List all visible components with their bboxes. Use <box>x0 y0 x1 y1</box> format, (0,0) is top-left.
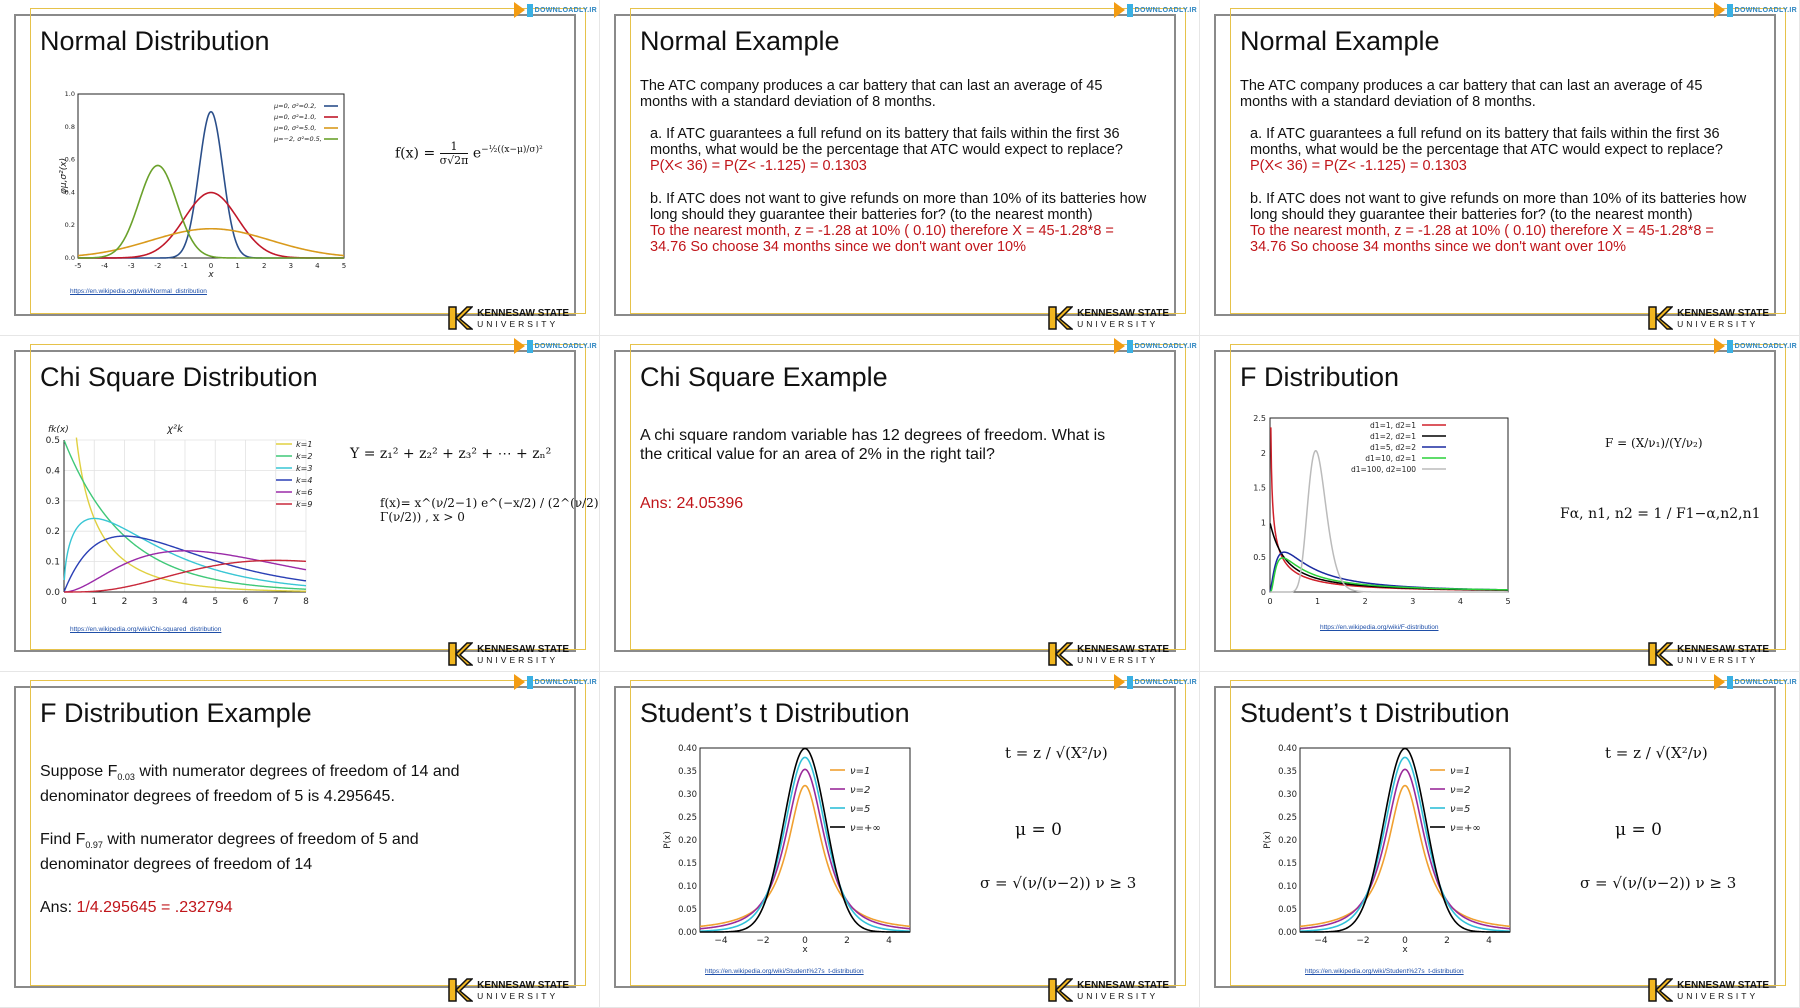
t-chart <box>1260 742 1520 957</box>
legend-label: ν=1 <box>1450 766 1471 777</box>
y-tick-label: 0.10 <box>1278 882 1297 892</box>
x-tick-label: 0 <box>1402 936 1408 946</box>
logo-line1: KENNESAW STATE <box>477 307 569 319</box>
x-tick-label: 4 <box>1457 597 1463 606</box>
t-mean: μ = 0 <box>1015 820 1062 840</box>
watermark <box>1714 674 1797 690</box>
question-a: a. If ATC guarantees a full refund on its battery that fails within the first 36 months, what would be the percentage that ATC would expect to replace? <box>1250 126 1723 158</box>
f-chart <box>1240 406 1520 616</box>
logo-line1: KENNESAW STATE <box>1077 979 1169 991</box>
play-icon <box>1714 2 1725 18</box>
y-tick-label: 0.05 <box>678 905 697 915</box>
watermark <box>514 674 597 690</box>
logo-line2: UNIVERSITY <box>1677 990 1759 1001</box>
y-tick-label: 0.35 <box>678 767 697 777</box>
t-mean: μ = 0 <box>1615 820 1662 840</box>
intro-text: The ATC company produces a car battery that can last an average of 45 months with a standard deviation of 8 months. <box>640 78 1103 110</box>
play-icon <box>514 2 525 18</box>
logo-line2: UNIVERSITY <box>477 990 559 1001</box>
ksu-logo <box>1047 305 1169 331</box>
legend-label: k=1 <box>296 440 313 449</box>
ksu-k-icon <box>1047 305 1073 331</box>
t-formula: t = z / √(X²/ν) <box>1605 744 1708 762</box>
x-tick-label: 5 <box>1505 597 1511 606</box>
plot-area <box>1300 748 1510 932</box>
legend-label: k=3 <box>296 464 313 473</box>
y-tick-label: 0.30 <box>1278 790 1297 800</box>
play-icon <box>1714 674 1725 690</box>
watermark-text: DOWNLOADLY.IR <box>1134 342 1197 350</box>
watermark <box>1114 2 1197 18</box>
y-tick-label: 0.25 <box>1278 813 1297 823</box>
y-axis-label: fk(x) <box>48 425 69 435</box>
logo-line1: KENNESAW STATE <box>1677 643 1769 655</box>
watermark-text: DOWNLOADLY.IR <box>1734 6 1797 14</box>
ksu-k-icon <box>447 641 473 667</box>
logo-line2: UNIVERSITY <box>1077 654 1159 665</box>
watermark-bar <box>1727 340 1733 353</box>
watermark-bar <box>1727 676 1733 689</box>
logo-line1: KENNESAW STATE <box>477 979 569 991</box>
logo-line2: UNIVERSITY <box>477 654 559 665</box>
ksu-logo <box>447 641 569 667</box>
y-tick-label: 0.15 <box>678 859 697 869</box>
y-tick-label: 0.0 <box>45 588 60 598</box>
ksu-k-icon <box>1047 977 1073 1003</box>
source-link[interactable]: https://en.wikipedia.org/wiki/F-distribution <box>1320 624 1439 631</box>
slide-title: Student’s t Distribution <box>1240 698 1510 728</box>
legend-label: k=6 <box>296 488 313 497</box>
legend-label: ν=5 <box>1450 804 1471 815</box>
x-tick-label: 5 <box>212 597 219 607</box>
x-tick-label: -5 <box>74 262 82 270</box>
p2-prefix: Find F <box>40 831 86 848</box>
y-tick-label: 1 <box>1260 518 1266 528</box>
ksu-logo <box>1047 977 1169 1003</box>
logo-line2: UNIVERSITY <box>1077 990 1159 1001</box>
y-tick-label: 0.20 <box>678 836 697 846</box>
f-ratio-formula: F = (X/ν₁)/(Y/ν₂) <box>1605 436 1703 450</box>
y-tick-label: 0.00 <box>1278 928 1297 938</box>
play-icon <box>1114 674 1125 690</box>
logo-line1: KENNESAW STATE <box>1677 979 1769 991</box>
watermark-text: DOWNLOADLY.IR <box>1134 6 1197 14</box>
y-tick-label: 0.5 <box>45 436 60 446</box>
x-tick-label: -1 <box>180 262 188 270</box>
y-tick-label: 0.6 <box>64 155 75 164</box>
y-tick-label: 0.8 <box>64 122 75 131</box>
logo-line1: KENNESAW STATE <box>477 643 569 655</box>
normal-formula: f(x) = $\frac{1}{\sigma√2\pi}$ $e^{-\frac{1}{2}((x-\mu)/\sigma)^2}$ <box>395 140 543 167</box>
slide-title: Student’s t Distribution <box>640 698 910 728</box>
x-tick-label: 3 <box>288 262 294 270</box>
play-icon <box>514 338 525 354</box>
answer-a: P(X< 36) = P(Z< -1.125) = 0.1303 <box>650 158 867 174</box>
x-tick-label: −2 <box>756 936 770 946</box>
x-tick-label: 6 <box>242 597 249 607</box>
watermark <box>1714 338 1797 354</box>
ksu-logo <box>1047 641 1169 667</box>
watermark-bar <box>1127 340 1133 353</box>
x-tick-label: 2 <box>844 936 850 946</box>
x-axis-label: x <box>802 945 808 955</box>
x-tick-label: -3 <box>127 262 135 270</box>
slide-title: Normal Example <box>640 26 840 56</box>
watermark-text: DOWNLOADLY.IR <box>1134 678 1197 686</box>
x-tick-label: 1 <box>1315 597 1321 606</box>
chi-sum-formula: Y = z₁² + z₂² + z₃² + ⋯ + zₙ² <box>350 446 552 462</box>
legend-label: ν=5 <box>850 804 871 815</box>
legend-label: d1=10, d2=1 <box>1365 454 1416 463</box>
legend-label: d1=100, d2=100 <box>1350 465 1416 474</box>
y-tick-label: 0.10 <box>678 882 697 892</box>
x-tick-label: 4 <box>1486 936 1492 946</box>
legend-label: d1=2, d2=1 <box>1370 432 1416 441</box>
play-icon <box>1114 338 1125 354</box>
legend-label: μ=−2, σ²=0.5, <box>274 135 322 143</box>
y-axis-label: P(x) <box>663 831 673 849</box>
y-tick-label: 0.30 <box>678 790 697 800</box>
x-tick-label: 1 <box>91 597 98 607</box>
x-tick-label: 4 <box>182 597 188 607</box>
intro-text: The ATC company produces a car battery that can last an average of 45 months with a standard deviation of 8 months. <box>1240 78 1703 110</box>
x-tick-label: 0 <box>1267 597 1273 606</box>
watermark-bar <box>527 4 533 17</box>
watermark-text: DOWNLOADLY.IR <box>534 342 597 350</box>
logo-line2: UNIVERSITY <box>1677 318 1759 329</box>
normal-chart <box>58 90 348 280</box>
x-tick-label: 2 <box>1362 597 1368 606</box>
t-formula: t = z / √(X²/ν) <box>1005 744 1108 762</box>
x-tick-label: -4 <box>101 262 109 270</box>
legend-label: d1=5, d2=2 <box>1370 443 1416 452</box>
ksu-logo <box>447 977 569 1003</box>
watermark <box>1714 2 1797 18</box>
watermark-bar <box>527 676 533 689</box>
watermark-bar <box>527 340 533 353</box>
x-tick-label: 5 <box>341 262 347 270</box>
x-tick-label: −4 <box>1314 936 1328 946</box>
y-axis-label: P(x) <box>1263 831 1273 849</box>
slide-f-distribution-example[interactable] <box>0 672 600 1008</box>
legend-label: k=2 <box>296 452 313 461</box>
x-tick-label: 8 <box>303 597 309 607</box>
x-tick-label: 3 <box>1410 597 1416 606</box>
x-tick-label: 0 <box>61 597 67 607</box>
slide-chi-square-distribution[interactable] <box>0 336 600 672</box>
slide-chi-square-example[interactable] <box>600 336 1200 672</box>
watermark-text: DOWNLOADLY.IR <box>1734 678 1797 686</box>
x-tick-label: 3 <box>151 597 158 607</box>
watermark-bar <box>1127 676 1133 689</box>
x-tick-label: 0 <box>802 936 808 946</box>
t-sigma: σ = √(ν/(ν−2)) ν ≥ 3 <box>1580 874 1737 892</box>
watermark-text: DOWNLOADLY.IR <box>534 678 597 686</box>
legend-label: μ=0, σ²=5.0, <box>274 124 317 132</box>
plot-area <box>700 748 910 932</box>
watermark <box>514 338 597 354</box>
source-link[interactable]: https://en.wikipedia.org/wiki/Normal_distribution <box>70 288 207 295</box>
ksu-k-icon <box>447 305 473 331</box>
logo-line1: KENNESAW STATE <box>1677 307 1769 319</box>
legend-label: ν=2 <box>1450 785 1471 796</box>
question-a: a. If ATC guarantees a full refund on its battery that fails within the first 36 months, what would be the percentage that ATC would expect to replace? <box>650 126 1123 158</box>
ksu-k-icon <box>1047 641 1073 667</box>
y-tick-label: 2 <box>1260 448 1266 458</box>
source-link[interactable]: https://en.wikipedia.org/wiki/Chi-squared_distribution <box>70 626 222 633</box>
legend-label: ν=+∞ <box>1450 823 1481 834</box>
t-chart <box>660 742 920 957</box>
play-icon <box>1114 2 1125 18</box>
logo-line1: KENNESAW STATE <box>1077 643 1169 655</box>
ksu-logo <box>447 305 569 331</box>
slide-title: Chi Square Example <box>640 362 888 392</box>
y-tick-label: 0.05 <box>1278 905 1297 915</box>
legend-label: k=4 <box>296 476 313 485</box>
legend-label: ν=+∞ <box>850 823 881 834</box>
y-tick-label: 0.1 <box>45 557 60 568</box>
ksu-logo <box>1647 641 1769 667</box>
p1-prefix: Suppose F <box>40 763 118 780</box>
ksu-logo <box>1647 305 1769 331</box>
slide-title: F Distribution <box>1240 362 1400 392</box>
x-tick-label: 4 <box>315 262 320 270</box>
ksu-k-icon <box>1647 305 1673 331</box>
logo-line2: UNIVERSITY <box>1077 318 1159 329</box>
y-tick-label: 0 <box>1260 588 1266 597</box>
ksu-logo <box>1647 977 1769 1003</box>
play-icon <box>1714 338 1725 354</box>
y-tick-label: 0.2 <box>64 221 75 230</box>
x-tick-label: -2 <box>154 262 162 270</box>
watermark <box>1114 338 1197 354</box>
slide-normal-example-2[interactable] <box>1200 0 1800 336</box>
x-tick-label: 2 <box>261 262 267 270</box>
slide-t-distribution[interactable] <box>600 672 1200 1008</box>
legend-label: μ=0, σ²=1.0, <box>274 113 317 121</box>
y-tick-label: 0.20 <box>1278 836 1297 846</box>
watermark-text: DOWNLOADLY.IR <box>534 6 597 14</box>
slide-title: Normal Example <box>1240 26 1440 56</box>
chi-square-chart <box>40 416 330 616</box>
y-tick-label: 0.4 <box>45 466 60 477</box>
x-tick-label: 0 <box>208 262 214 270</box>
y-tick-label: 0.25 <box>678 813 697 823</box>
chart-title: χ²k <box>167 424 183 435</box>
f-example-p1 <box>40 762 510 806</box>
y-tick-label: 1.5 <box>1253 483 1266 493</box>
y-axis-label: φμ,σ²(x) <box>59 157 69 195</box>
answer-a: P(X< 36) = P(Z< -1.125) = 0.1303 <box>1250 158 1467 174</box>
x-tick-label: 2 <box>1444 936 1450 946</box>
watermark-bar <box>1727 4 1733 17</box>
ksu-k-icon <box>1647 641 1673 667</box>
legend-label: k=9 <box>296 500 313 509</box>
y-tick-label: 0.40 <box>678 744 697 754</box>
legend-label: ν=2 <box>850 785 871 796</box>
ksu-k-icon <box>1647 977 1673 1003</box>
chi-question: A chi square random variable has 12 degrees of freedom. What is the critical value for an area of 2% in the right tail? <box>640 427 1106 463</box>
p1-subscript: 0.03 <box>117 772 135 783</box>
answer-b: To the nearest month, z = -1.28 at 10% ( 0.10) therefore X = 45-1.28*8 = 34.76 So choose 34 months since we don't want over 10% <box>1250 223 1714 255</box>
watermark <box>514 2 597 18</box>
question-b: b. If ATC does not want to give refunds on more than 10% of its batteries how long should they guarantee their batteries for? (to the nearest month) <box>1250 191 1747 223</box>
slide-f-distribution[interactable] <box>1200 336 1800 672</box>
x-tick-label: 2 <box>121 597 128 607</box>
y-tick-label: 0.00 <box>678 928 697 938</box>
legend-label: d1=1, d2=1 <box>1370 421 1416 430</box>
legend-label: μ=0, σ²=0.2, <box>274 102 317 110</box>
logo-line1: KENNESAW STATE <box>1077 307 1169 319</box>
f-example-p2 <box>40 830 510 874</box>
y-tick-label: 0.40 <box>1278 744 1297 754</box>
x-axis-label: x <box>1402 945 1408 955</box>
source-link[interactable]: https://en.wikipedia.org/wiki/Student%27s_t-distribution <box>1305 968 1464 975</box>
y-tick-label: 0.3 <box>45 496 60 507</box>
y-tick-label: 0.5 <box>1253 553 1266 563</box>
y-tick-label: 0.15 <box>1278 859 1297 869</box>
slide-title: F Distribution Example <box>40 698 312 728</box>
logo-line2: UNIVERSITY <box>477 318 559 329</box>
f-example-answer <box>40 900 233 916</box>
slide-title: Normal Distribution <box>40 26 270 56</box>
watermark-text: DOWNLOADLY.IR <box>1734 342 1797 350</box>
logo-line2: UNIVERSITY <box>1677 654 1759 665</box>
p1-text: with numerator degrees of freedom of 14 and denominator degrees of freedom of 5 is 4.295645. <box>40 763 460 806</box>
y-tick-label: 0.0 <box>64 254 75 262</box>
y-tick-label: 0.2 <box>45 527 60 538</box>
x-axis-label: x <box>208 270 214 280</box>
legend-label: ν=1 <box>850 766 871 777</box>
answer-label: Ans: <box>40 899 77 916</box>
slide-t-distribution-2[interactable] <box>1200 672 1800 1008</box>
p2-text: with numerator degrees of freedom of 5 and denominator degrees of freedom of 14 <box>40 831 419 874</box>
watermark <box>1114 674 1197 690</box>
ksu-k-icon <box>447 977 473 1003</box>
chi-density-formula: f(x)= x^(ν/2−1) e^(−x/2) / (2^(ν/2) Γ(ν/2)) , x > 0 <box>380 496 599 524</box>
x-tick-label: 4 <box>886 936 892 946</box>
p2-subscript: 0.97 <box>85 840 103 851</box>
t-sigma: σ = √(ν/(ν−2)) ν ≥ 3 <box>980 874 1137 892</box>
x-tick-label: 7 <box>272 597 279 607</box>
question-b: b. If ATC does not want to give refunds on more than 10% of its batteries how long should they guarantee their batteries for? (to the nearest month) <box>650 191 1147 223</box>
slide-normal-example[interactable] <box>600 0 1200 336</box>
chi-answer: Ans: 24.05396 <box>640 495 744 512</box>
x-tick-label: −2 <box>1356 936 1370 946</box>
source-link[interactable]: https://en.wikipedia.org/wiki/Student%27s_t-distribution <box>705 968 864 975</box>
y-tick-label: 0.35 <box>1278 767 1297 777</box>
x-tick-label: 1 <box>235 262 240 270</box>
x-tick-label: −4 <box>714 936 728 946</box>
f-reciprocal-formula: Fα, n1, n2 = 1 / F1−α,n2,n1 <box>1560 506 1761 522</box>
slide-title: Chi Square Distribution <box>40 362 318 392</box>
play-icon <box>514 674 525 690</box>
answer-value: 1/4.295645 = .232794 <box>76 899 233 916</box>
watermark-bar <box>1127 4 1133 17</box>
answer-b: To the nearest month, z = -1.28 at 10% ( 0.10) therefore X = 45-1.28*8 = 34.76 So choose 34 months since we don't want over 10% <box>650 223 1114 255</box>
slide-normal-distribution[interactable] <box>0 0 600 336</box>
y-tick-label: 2.5 <box>1253 414 1266 423</box>
y-tick-label: 1.0 <box>64 90 75 98</box>
y-tick-label: 0.4 <box>64 188 75 197</box>
